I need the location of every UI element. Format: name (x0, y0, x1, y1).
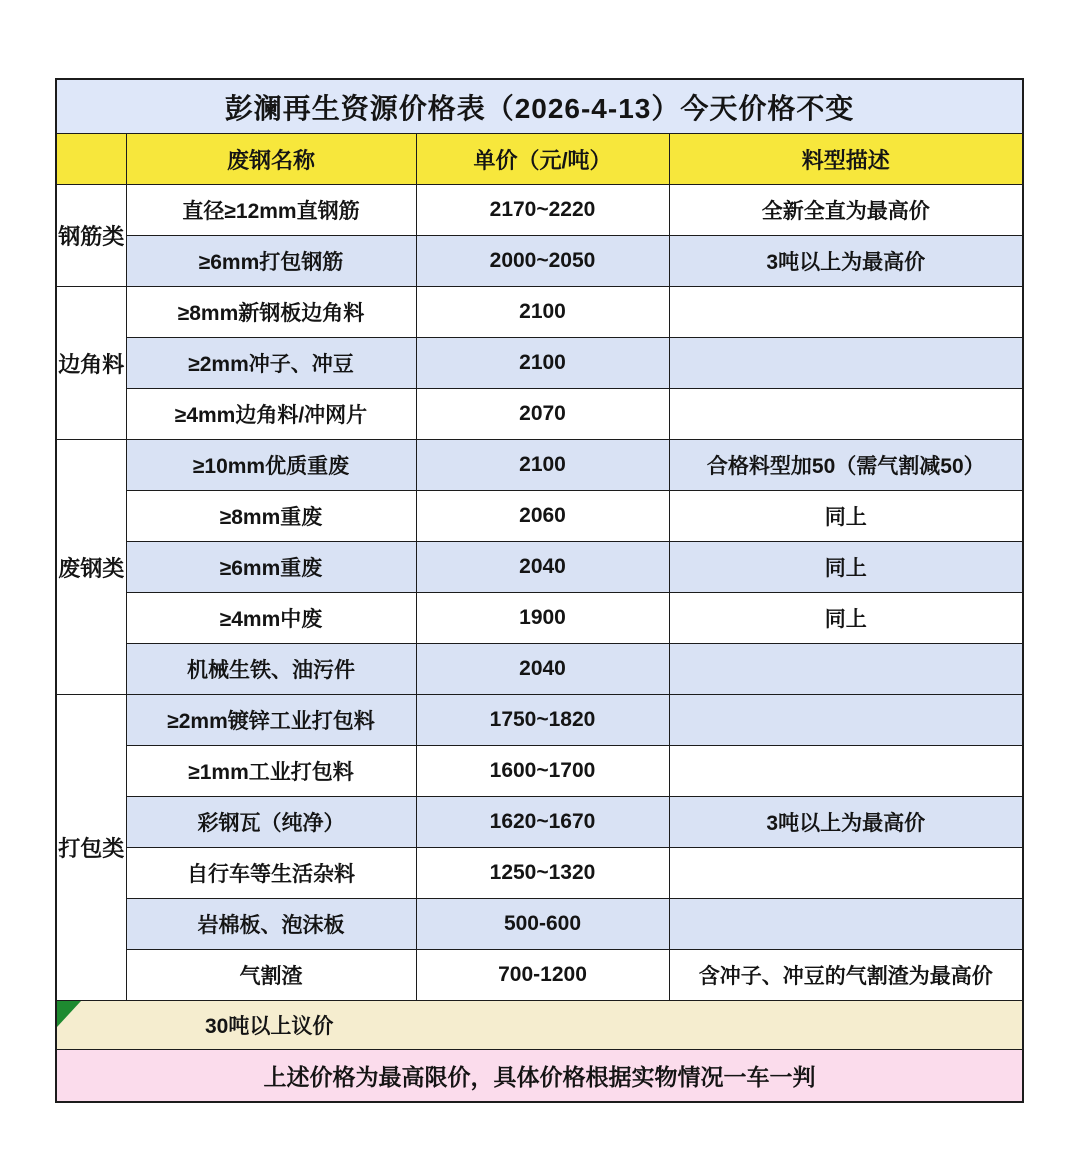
item-name-cell: ≥8mm重废 (126, 491, 416, 542)
desc-cell: 合格料型加50（需气割减50） (669, 440, 1023, 491)
table-row (56, 797, 1023, 848)
price-cell: 1750~1820 (416, 695, 669, 746)
page-title: 彭澜再生资源价格表（2026-4-13）今天价格不变 (56, 79, 1023, 134)
price-cell: 700-1200 (416, 950, 669, 1001)
desc-cell: 3吨以上为最高价 (669, 236, 1023, 287)
table-row (56, 236, 1023, 287)
desc-cell: 全新全直为最高价 (669, 185, 1023, 236)
price-cell: 2060 (416, 491, 669, 542)
table-row (56, 440, 1023, 491)
price-table-body (56, 185, 1023, 1001)
table-row (56, 746, 1023, 797)
category-cell: 打包类 (56, 695, 126, 1001)
table-row (56, 287, 1023, 338)
table-row (56, 491, 1023, 542)
item-name-cell: ≥6mm打包钢筋 (126, 236, 416, 287)
item-name-cell: ≥2mm镀锌工业打包料 (126, 695, 416, 746)
desc-cell: 同上 (669, 593, 1023, 644)
price-cell: 1250~1320 (416, 848, 669, 899)
green-corner-marker-icon (57, 1001, 81, 1027)
desc-cell (669, 746, 1023, 797)
price-cell: 2100 (416, 440, 669, 491)
price-cell: 2040 (416, 542, 669, 593)
price-cell: 2040 (416, 644, 669, 695)
note-negotiable-text: 30吨以上议价 (205, 1015, 334, 1038)
price-cell: 1600~1700 (416, 746, 669, 797)
price-cell: 2000~2050 (416, 236, 669, 287)
desc-cell: 同上 (669, 491, 1023, 542)
desc-cell (669, 899, 1023, 950)
price-cell: 500-600 (416, 899, 669, 950)
price-table (55, 78, 1024, 1103)
note-disclaimer-text: 上述价格为最高限价，具体价格根据实物情况一车一判 (56, 1050, 1023, 1103)
price-cell: 2100 (416, 338, 669, 389)
col-header-price: 单价（元/吨） (416, 134, 669, 185)
desc-cell (669, 287, 1023, 338)
col-header-name: 废钢名称 (126, 134, 416, 185)
corner-header-cell (56, 134, 126, 185)
item-name-cell: ≥4mm边角料/冲网片 (126, 389, 416, 440)
price-cell: 2170~2220 (416, 185, 669, 236)
price-cell: 1620~1670 (416, 797, 669, 848)
item-name-cell: ≥8mm新钢板边角料 (126, 287, 416, 338)
item-name-cell: 岩棉板、泡沫板 (126, 899, 416, 950)
item-name-cell: ≥10mm优质重废 (126, 440, 416, 491)
title-row (56, 79, 1023, 134)
desc-cell (669, 695, 1023, 746)
table-row (56, 644, 1023, 695)
desc-cell (669, 389, 1023, 440)
category-cell: 边角料 (56, 287, 126, 440)
item-name-cell: 气割渣 (126, 950, 416, 1001)
table-row (56, 389, 1023, 440)
item-name-cell: ≥2mm冲子、冲豆 (126, 338, 416, 389)
item-name-cell: ≥6mm重废 (126, 542, 416, 593)
item-name-cell: 直径≥12mm直钢筋 (126, 185, 416, 236)
desc-cell (669, 848, 1023, 899)
table-row (56, 185, 1023, 236)
item-name-cell: ≥4mm中废 (126, 593, 416, 644)
table-row (56, 593, 1023, 644)
table-row (56, 899, 1023, 950)
desc-cell: 含冲子、冲豆的气割渣为最高价 (669, 950, 1023, 1001)
desc-cell (669, 338, 1023, 389)
table-row (56, 338, 1023, 389)
price-cell: 1900 (416, 593, 669, 644)
price-cell: 2070 (416, 389, 669, 440)
item-name-cell: 机械生铁、油污件 (126, 644, 416, 695)
table-row (56, 950, 1023, 1001)
desc-cell: 3吨以上为最高价 (669, 797, 1023, 848)
desc-cell: 同上 (669, 542, 1023, 593)
category-cell: 钢筋类 (56, 185, 126, 287)
desc-cell (669, 644, 1023, 695)
category-cell: 废钢类 (56, 440, 126, 695)
item-name-cell: ≥1mm工业打包料 (126, 746, 416, 797)
table-row (56, 695, 1023, 746)
price-cell: 2100 (416, 287, 669, 338)
table-row (56, 848, 1023, 899)
column-header-row (56, 134, 1023, 185)
note-row-negotiable (56, 1001, 1023, 1050)
item-name-cell: 彩钢瓦（纯净） (126, 797, 416, 848)
item-name-cell: 自行车等生活杂料 (126, 848, 416, 899)
note-row-disclaimer (56, 1050, 1023, 1103)
table-row (56, 542, 1023, 593)
col-header-desc: 料型描述 (669, 134, 1023, 185)
